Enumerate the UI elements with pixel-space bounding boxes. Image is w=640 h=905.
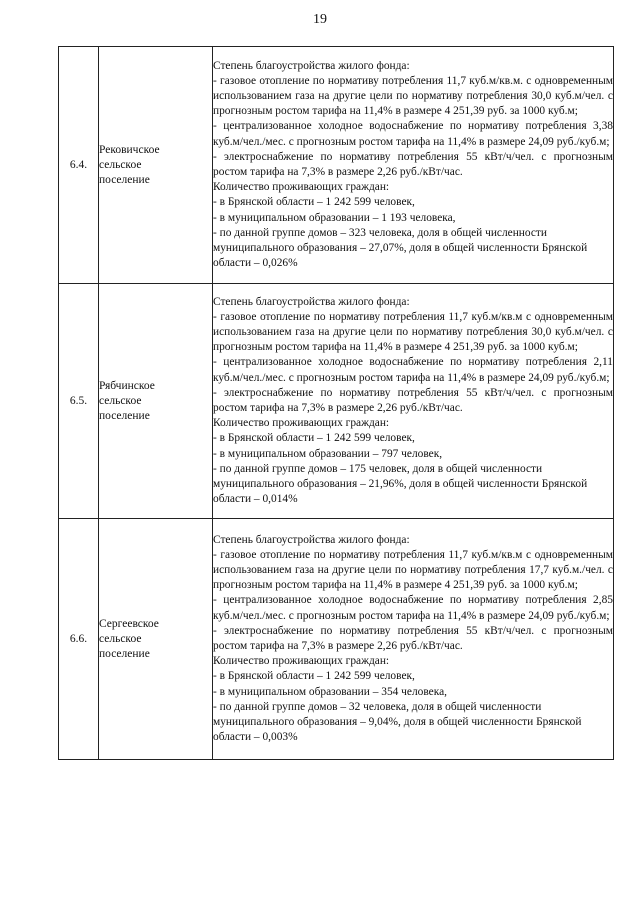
table-row <box>59 47 614 284</box>
name-line: сельское <box>99 158 142 171</box>
desc-water: - централизованное холодное водоснабжение по нормативу потребления 3,38 куб.м/чел./мес. с прогнозным ростом тарифа на 11,4% в размере 24,09 руб./куб.м; <box>213 120 613 148</box>
row-number: 6.5. <box>59 284 99 519</box>
desc-gas: - газовое отопление по нормативу потребления 11,7 куб.м/кв.м с одновременным использованием газа на другие цели по нормативу потребления 17,7 куб.м./чел. с прогнозным ростом тарифа на 11,4% в размере 4 251,39 руб. за 1000 куб.м; <box>213 548 613 592</box>
settlement-table <box>58 46 614 760</box>
desc-heading: Степень благоустройства жилого фонда: <box>213 533 410 546</box>
row-number: 6.6. <box>59 519 99 760</box>
table-row <box>59 284 614 519</box>
settlement-description <box>213 519 614 760</box>
desc-electricity: - электроснабжение по нормативу потребления 55 кВт/ч/чел. с прогнозным ростом тарифа на 7,3% в размере 2,26 руб./кВт/час. <box>213 150 613 178</box>
desc-heading: Степень благоустройства жилого фонда: <box>213 295 410 308</box>
name-line: Рековичское <box>99 143 160 156</box>
desc-municipal-population: - в муниципальном образовании – 354 человека, <box>213 685 447 698</box>
desc-gas: - газовое отопление по нормативу потребления 11,7 куб.м/кв.м. с одновременным использованием газа на другие цели по нормативу потребления 30,0 куб.м/чел. с прогнозным ростом тарифа на 11,4% в размере 4 251,39 руб. за 1000 куб.м; <box>213 74 613 118</box>
desc-electricity: - электроснабжение по нормативу потребления 55 кВт/ч/чел. с прогнозным ростом тарифа на 7,3% в размере 2,26 руб./кВт/час. <box>213 624 613 652</box>
name-line: поселение <box>99 173 150 186</box>
desc-municipal-population: - в муниципальном образовании – 1 193 человека, <box>213 211 456 224</box>
desc-region-population: - в Брянской области – 1 242 599 человек, <box>213 196 415 209</box>
desc-group-population: - по данной группе домов – 175 человек, доля в общей численности муниципального образования – 21,96%, доля в общей численности Брянской области – 0,014% <box>213 462 588 506</box>
desc-group-population: - по данной группе домов – 323 человека, доля в общей численности муниципального образования – 27,07%, доля в общей численности Брянской области – 0,026% <box>213 226 588 270</box>
settlement-name <box>99 284 213 519</box>
desc-water: - централизованное холодное водоснабжение по нормативу потребления 2,11 куб.м/чел./мес. с прогнозным ростом тарифа на 11,4% в размере 24,09 руб./куб.м; <box>213 356 613 384</box>
settlement-description <box>213 47 614 284</box>
row-number: 6.4. <box>59 47 99 284</box>
desc-region-population: - в Брянской области – 1 242 599 человек, <box>213 432 415 445</box>
name-line: сельское <box>99 394 142 407</box>
name-line: сельское <box>99 632 142 645</box>
settlement-description <box>213 284 614 519</box>
name-line: Рябчинское <box>99 379 155 392</box>
desc-group-population: - по данной группе домов – 32 человека, доля в общей численности муниципального образования – 9,04%, доля в общей численности Брянской области – 0,003% <box>213 700 582 744</box>
table-row <box>59 519 614 760</box>
desc-water: - централизованное холодное водоснабжение по нормативу потребления 2,85 куб.м/чел./мес. с прогнозным ростом тарифа на 11,4% в размере 24,09 руб./куб.м; <box>213 594 613 622</box>
desc-heading: Степень благоустройства жилого фонда: <box>213 59 410 72</box>
desc-gas: - газовое отопление по нормативу потребления 11,7 куб.м/кв.м с одновременным использованием газа на другие цели по нормативу потребления 30,0 куб.м/чел. с прогнозным ростом тарифа на 11,4% в размере 4 251,39 руб. за 1000 куб.м; <box>213 310 613 354</box>
desc-residents-heading: Количество проживающих граждан: <box>213 417 390 430</box>
desc-electricity: - электроснабжение по нормативу потребления 55 кВт/ч/чел. с прогнозным ростом тарифа на 7,3% в размере 2,26 руб./кВт/час. <box>213 386 613 414</box>
name-line: поселение <box>99 647 150 660</box>
desc-residents-heading: Количество проживающих граждан: <box>213 181 390 194</box>
name-line: поселение <box>99 409 150 422</box>
settlement-name <box>99 47 213 284</box>
name-line: Сергеевское <box>99 617 159 630</box>
settlement-name <box>99 519 213 760</box>
desc-region-population: - в Брянской области – 1 242 599 человек, <box>213 670 415 683</box>
page-number: 19 <box>313 12 327 27</box>
desc-municipal-population: - в муниципальном образовании – 797 человек, <box>213 447 443 460</box>
desc-residents-heading: Количество проживающих граждан: <box>213 655 390 668</box>
